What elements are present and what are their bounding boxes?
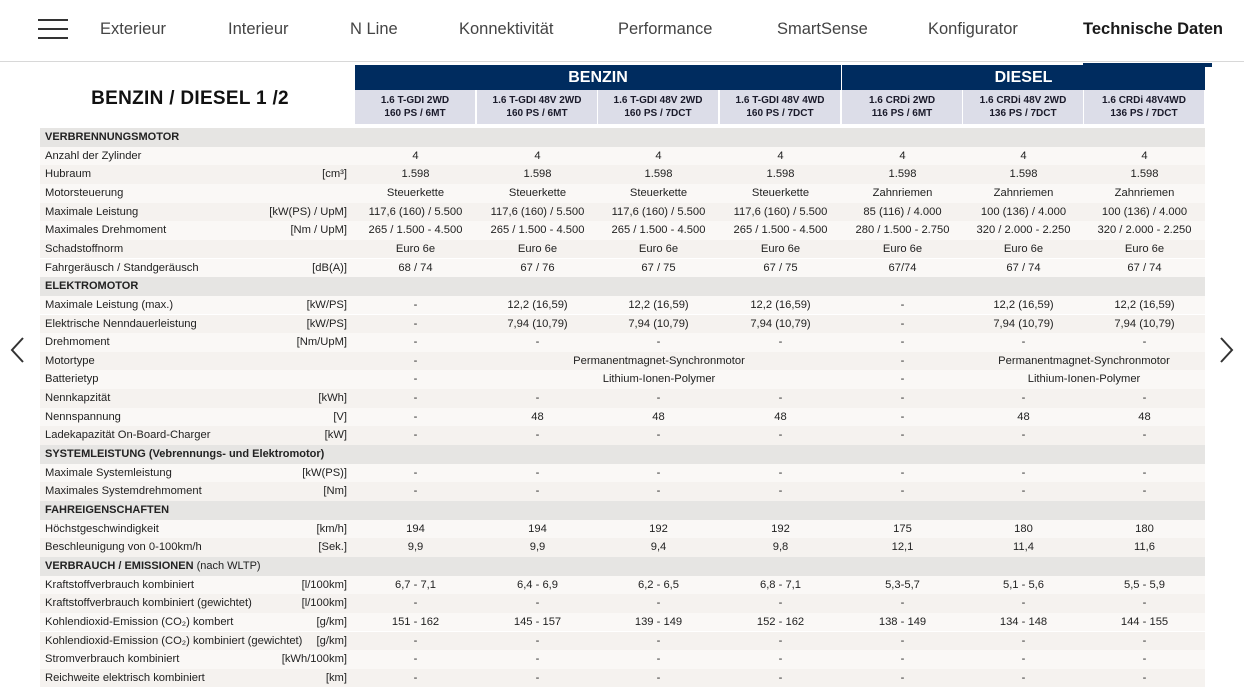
table-cell: 9,9: [407, 541, 424, 554]
table-cell: 1.598: [766, 168, 795, 181]
row-label: Ladekapazität On-Board-Charger: [45, 429, 211, 442]
table-title: BENZIN / DIESEL 1 /2: [91, 88, 289, 109]
table-cell: 7,94 (10,79): [628, 317, 689, 330]
section-title: [45, 501, 169, 520]
table-cell-merged: Lithium-Ionen-Polymer: [1027, 373, 1141, 386]
row-label: Maximale Leistung (max.): [45, 298, 174, 311]
table-cell: 12,2 (16,59): [993, 298, 1054, 311]
table-row: [40, 352, 1205, 371]
row-unit: [cm³]: [322, 168, 347, 181]
table-cell: 48: [652, 410, 665, 423]
section-title-text: ELEKTROMOTOR: [45, 280, 139, 293]
section-header: [40, 557, 1205, 576]
table-cell: Euro 6e: [638, 242, 679, 255]
table-cell: -: [1021, 429, 1026, 442]
row-label: Nennkapzität: [45, 392, 111, 405]
row-unit: [Sek.]: [318, 541, 347, 554]
table-row: [40, 426, 1205, 445]
table-cell: Euro 6e: [517, 242, 558, 255]
table-cell: 265 / 1.500 - 4.500: [368, 224, 463, 237]
table-cell: Euro 6e: [395, 242, 436, 255]
row-unit: [kWh]: [318, 392, 347, 405]
variant-header: [720, 90, 841, 124]
table-cell: -: [1142, 485, 1147, 498]
chevron-left-icon[interactable]: [8, 336, 28, 364]
table-cell-merged: Permanentmagnet-Synchronmotor: [573, 354, 745, 367]
table-cell: -: [1021, 466, 1026, 479]
table-cell: -: [1142, 392, 1147, 405]
table-cell: -: [1021, 336, 1026, 349]
table-cell: Steuerkette: [386, 186, 445, 199]
table-cell: -: [656, 336, 661, 349]
table-row: [40, 632, 1205, 651]
table-row: [40, 296, 1205, 315]
row-label: Batterietyp: [45, 373, 99, 386]
variant-header: [477, 90, 598, 124]
table-cell: 280 / 1.500 - 2.750: [855, 224, 950, 237]
row-unit: [Nm/UpM]: [296, 336, 347, 349]
row-unit: [g/km]: [316, 615, 347, 628]
table-cell: 180: [1014, 522, 1033, 535]
variant-header: [1084, 90, 1205, 124]
table-cell: -: [900, 671, 905, 684]
variant-engine: 1.6 CRDi 48V 2WD: [979, 95, 1067, 106]
table-cell: 117,6 (160) / 5.500: [611, 205, 706, 218]
table-cell: 152 - 162: [756, 615, 805, 628]
table-cell: -: [413, 317, 418, 330]
table-row: [40, 333, 1205, 352]
table-row: [40, 165, 1205, 184]
table-cell: 48: [774, 410, 787, 423]
table-cell: -: [656, 653, 661, 666]
section-header: [40, 501, 1205, 520]
row-label: Maximale Systemleistung: [45, 466, 172, 479]
table-cell: Steuerkette: [629, 186, 688, 199]
table-cell: -: [535, 466, 540, 479]
table-row: [40, 315, 1205, 334]
row-unit: [kWh/100km]: [281, 653, 347, 666]
table-cell: -: [656, 671, 661, 684]
nav-item-exterieur[interactable]: Exterieur: [100, 20, 167, 38]
table-row: [40, 221, 1205, 240]
row-label: Maximales Drehmoment: [45, 224, 167, 237]
table-cell: -: [535, 392, 540, 405]
table-cell: -: [656, 597, 661, 610]
table-cell: 117,6 (160) / 5.500: [733, 205, 828, 218]
table-cell: 4: [777, 149, 784, 162]
table-cell: 139 - 149: [634, 615, 683, 628]
table-cell: Euro 6e: [882, 242, 923, 255]
row-label: Beschleunigung von 0-100km/h: [45, 541, 202, 554]
table-cell: -: [1142, 336, 1147, 349]
table-cell: -: [413, 485, 418, 498]
row-label: Drehmoment: [45, 336, 110, 349]
variant-header: [355, 90, 476, 124]
row-unit: [Nm]: [323, 485, 347, 498]
variant-engine: 1.6 T-GDI 48V 2WD: [613, 95, 703, 106]
row-unit: [l/100km]: [301, 578, 347, 591]
table-cell: 265 / 1.500 - 4.500: [490, 224, 585, 237]
table-cell: 194: [528, 522, 547, 535]
table-cell: 12,2 (16,59): [750, 298, 811, 311]
table-row: [40, 464, 1205, 483]
table-cell: Steuerkette: [751, 186, 810, 199]
table-cell: 9,4: [650, 541, 667, 554]
table-cell: -: [656, 392, 661, 405]
table-cell: 4: [655, 149, 662, 162]
table-cell: -: [1142, 671, 1147, 684]
table-cell: -: [413, 429, 418, 442]
table-cell: 85 (116) / 4.000: [863, 205, 942, 218]
table-cell: 320 / 2.000 - 2.250: [1097, 224, 1192, 237]
nav-item-technische-daten[interactable]: Technische Daten: [1083, 20, 1223, 38]
table-cell: -: [1021, 653, 1026, 666]
section-title: [45, 277, 138, 296]
table-cell: -: [900, 410, 905, 423]
variant-engine: 1.6 T-GDI 48V 4WD: [735, 95, 825, 106]
table-row: [40, 370, 1205, 389]
table-cell: 117,6 (160) / 5.500: [368, 205, 463, 218]
table-cell: 7,94 (10,79): [507, 317, 568, 330]
table-cell: 6,4 - 6,9: [516, 578, 559, 591]
table-cell: 4: [412, 149, 419, 162]
table-cell: 180: [1135, 522, 1154, 535]
table-cell: 4: [534, 149, 541, 162]
table-cell: -: [413, 410, 418, 423]
table-cell: -: [535, 429, 540, 442]
table-cell: -: [413, 392, 418, 405]
table-cell: -: [778, 336, 783, 349]
table-cell: -: [656, 634, 661, 647]
section-note: (nach WLTP): [196, 559, 261, 572]
variant-engine: 1.6 T-GDI 2WD: [380, 95, 450, 106]
table-cell: -: [778, 653, 783, 666]
table-cell: -: [778, 466, 783, 479]
table-cell: -: [656, 429, 661, 442]
table-cell: 1.598: [888, 168, 917, 181]
variant-header: [598, 90, 719, 124]
table-cell: -: [1142, 634, 1147, 647]
table-cell-merged: Lithium-Ionen-Polymer: [602, 373, 716, 386]
table-cell: -: [413, 336, 418, 349]
table-cell: 138 - 149: [878, 615, 927, 628]
variant-engine: 1.6 CRDi 48V4WD: [1102, 95, 1186, 106]
section-title-text: SYSTEMLEISTUNG (Vebrennungs- und Elektromotor): [45, 448, 325, 461]
table-cell: -: [1021, 392, 1026, 405]
table-cell: -: [535, 634, 540, 647]
table-row: [40, 184, 1205, 203]
table-cell: -: [900, 373, 905, 386]
table-cell: 144 - 155: [1120, 615, 1169, 628]
table-cell: -: [900, 429, 905, 442]
table-cell: Euro 6e: [760, 242, 801, 255]
row-label: Schadstoffnorm: [45, 242, 124, 255]
section-title: [45, 445, 324, 464]
table-cell: 5,5 - 5,9: [1123, 578, 1166, 591]
group-header-benzin: BENZIN: [355, 65, 841, 90]
table-cell: 4: [1020, 149, 1027, 162]
variant-power: 160 PS / 6MT: [506, 108, 568, 119]
table-cell: -: [900, 336, 905, 349]
row-unit: [kW/PS]: [306, 317, 347, 330]
table-cell: 6,7 - 7,1: [394, 578, 437, 591]
table-cell: 117,6 (160) / 5.500: [490, 205, 585, 218]
row-label: Stromverbrauch kombiniert: [45, 653, 180, 666]
row-unit: [Nm / UpM]: [290, 224, 347, 237]
row-label: Nennspannung: [45, 410, 121, 423]
section-header: [40, 445, 1205, 464]
table-cell: 1.598: [1130, 168, 1159, 181]
table-row: [40, 669, 1205, 688]
table-cell: 1.598: [644, 168, 673, 181]
variant-engine: 1.6 CRDi 2WD: [868, 95, 936, 106]
table-cell: -: [656, 466, 661, 479]
table-cell: -: [900, 354, 905, 367]
table-cell: 6,8 - 7,1: [759, 578, 802, 591]
table-cell: 100 (136) / 4.000: [1101, 205, 1188, 218]
table-cell: -: [1142, 466, 1147, 479]
table-cell: -: [900, 466, 905, 479]
table-cell: -: [778, 671, 783, 684]
table-cell: -: [535, 597, 540, 610]
table-cell: 7,94 (10,79): [993, 317, 1054, 330]
row-unit: [kW(PS) / UpM]: [269, 205, 347, 218]
row-unit: [V]: [333, 410, 347, 423]
variant-power: 116 PS / 6MT: [871, 108, 933, 119]
table-row: [40, 203, 1205, 222]
table-cell: 12,2 (16,59): [507, 298, 568, 311]
row-unit: [kW/PS]: [306, 298, 347, 311]
row-unit: [l/100km]: [301, 597, 347, 610]
table-cell: 145 - 157: [513, 615, 562, 628]
table-cell: -: [778, 485, 783, 498]
table-cell: 5,1 - 5,6: [1002, 578, 1045, 591]
table-cell: 67 / 75: [641, 261, 676, 274]
table-row: [40, 538, 1205, 557]
table-cell: -: [535, 485, 540, 498]
table-cell: 7,94 (10,79): [1114, 317, 1175, 330]
section-header: [40, 128, 1205, 147]
row-unit: [dB(A)]: [312, 261, 347, 274]
row-label: Anzahl der Zylinder: [45, 149, 142, 162]
table-cell: Steuerkette: [508, 186, 567, 199]
table-cell: Zahnriemen: [1114, 186, 1175, 199]
table-cell: -: [778, 597, 783, 610]
table-cell: 12,1: [891, 541, 914, 554]
table-cell: -: [778, 429, 783, 442]
table-cell: -: [1142, 429, 1147, 442]
table-cell: 4: [899, 149, 906, 162]
section-title-text: VERBRENNUNGSMOTOR: [45, 131, 180, 143]
table-cell: 7,94 (10,79): [750, 317, 811, 330]
table-cell: -: [413, 671, 418, 684]
table-cell: Euro 6e: [1124, 242, 1165, 255]
table-cell: 9,8: [772, 541, 789, 554]
variant-power: 136 PS / 7DCT: [1110, 108, 1178, 119]
table-cell: 48: [531, 410, 544, 423]
table-cell-merged: Permanentmagnet-Synchronmotor: [998, 354, 1170, 367]
table-cell: -: [1021, 634, 1026, 647]
table-cell: 175: [893, 522, 912, 535]
table-row: [40, 520, 1205, 539]
table-cell: -: [900, 392, 905, 405]
table-row: [40, 408, 1205, 427]
variant-power: 136 PS / 7DCT: [989, 108, 1057, 119]
table-cell: -: [413, 634, 418, 647]
top-navigation: [0, 0, 1244, 62]
table-cell: -: [413, 653, 418, 666]
table-cell: Zahnriemen: [993, 186, 1054, 199]
nav-item-n-line[interactable]: N Line: [350, 20, 398, 38]
row-label: Elektrische Nenndauerleistung: [45, 317, 197, 330]
nav-item-konnektivitaet[interactable]: Konnektivität: [459, 20, 554, 38]
variant-header: [963, 90, 1084, 124]
table-cell: -: [413, 597, 418, 610]
section-title: [45, 128, 179, 147]
table-row: [40, 389, 1205, 408]
table-cell: 6,2 - 6,5: [637, 578, 680, 591]
variant-header: [842, 90, 963, 124]
table-cell: 67 / 76: [520, 261, 555, 274]
table-cell: 134 - 148: [999, 615, 1048, 628]
table-cell: 48: [1017, 410, 1030, 423]
row-label: Reichweite elektrisch kombiniert: [45, 671, 205, 684]
table-cell: 12,2 (16,59): [1114, 298, 1175, 311]
row-label: Hubraum: [45, 168, 92, 181]
row-unit: [km]: [325, 671, 347, 684]
table-cell: -: [1142, 597, 1147, 610]
nav-item-performance[interactable]: Performance: [618, 20, 713, 38]
table-cell: 48: [1138, 410, 1151, 423]
row-label: Höchstgeschwindigkeit: [45, 522, 159, 535]
row-label: Kohlendioxid-Emission (CO₂) kombiniert (gewichtet): [45, 634, 303, 647]
table-cell: -: [1021, 671, 1026, 684]
table-cell: -: [900, 653, 905, 666]
row-label: Maximales Systemdrehmoment: [45, 485, 202, 498]
hamburger-menu-icon[interactable]: [38, 19, 68, 41]
section-title: [45, 557, 261, 576]
table-row: [40, 594, 1205, 613]
row-label: Kraftstoffverbrauch kombiniert: [45, 578, 195, 591]
table-row: [40, 147, 1205, 166]
table-cell: 11,4: [1013, 541, 1034, 554]
row-label: Motorsteuerung: [45, 186, 124, 199]
table-cell: Zahnriemen: [872, 186, 933, 199]
table-cell: 67 / 74: [1127, 261, 1162, 274]
table-cell: 1.598: [401, 168, 430, 181]
table-row: [40, 650, 1205, 669]
row-label: Kohlendioxid-Emission (CO₂) kombert: [45, 615, 234, 628]
row-unit: [kW]: [324, 429, 347, 442]
section-title-text: VERBRAUCH / EMISSIONEN: [45, 559, 194, 572]
table-row: [40, 576, 1205, 595]
table-cell: 9,9: [529, 541, 546, 554]
group-header-diesel: DIESEL: [842, 65, 1205, 90]
table-cell: 67 / 75: [763, 261, 798, 274]
table-cell: -: [778, 634, 783, 647]
section-header: [40, 277, 1205, 296]
table-cell: -: [413, 373, 418, 386]
chevron-right-icon[interactable]: [1216, 336, 1236, 364]
table-row: [40, 482, 1205, 501]
table-cell: -: [413, 354, 418, 367]
table-cell: -: [900, 298, 905, 311]
table-row: [40, 259, 1205, 278]
table-cell: -: [900, 597, 905, 610]
variant-power: 160 PS / 7DCT: [746, 108, 814, 119]
table-cell: -: [900, 485, 905, 498]
table-cell: -: [535, 336, 540, 349]
row-unit: [g/km]: [316, 634, 347, 647]
table-cell: -: [778, 392, 783, 405]
table-cell: 194: [406, 522, 425, 535]
row-label: Fahrgeräusch / Standgeräusch: [45, 261, 199, 274]
row-unit: [kW(PS)]: [302, 466, 347, 479]
table-cell: -: [900, 317, 905, 330]
table-cell: Euro 6e: [1003, 242, 1044, 255]
table-row: [40, 240, 1205, 259]
table-cell: -: [535, 653, 540, 666]
table-cell: 68 / 74: [398, 261, 433, 274]
variant-power: 160 PS / 6MT: [384, 108, 446, 119]
variant-engine: 1.6 T-GDI 48V 2WD: [492, 95, 582, 106]
table-cell: 320 / 2.000 - 2.250: [976, 224, 1071, 237]
nav-item-smartsense[interactable]: SmartSense: [777, 20, 868, 38]
row-unit: [km/h]: [316, 522, 347, 535]
table-cell: 5,3-5,7: [885, 578, 920, 591]
table-cell: 1.598: [523, 168, 552, 181]
table-cell: 265 / 1.500 - 4.500: [611, 224, 706, 237]
table-cell: 100 (136) / 4.000: [980, 205, 1067, 218]
table-cell: 12,2 (16,59): [628, 298, 689, 311]
table-cell: 192: [649, 522, 668, 535]
table-cell: -: [656, 485, 661, 498]
section-title-text: FAHREIGENSCHAFTEN: [45, 504, 170, 516]
table-row: [40, 613, 1205, 632]
row-label: Kraftstoffverbrauch kombiniert (gewichtet): [45, 597, 252, 610]
table-cell: 151 - 162: [391, 615, 440, 628]
table-cell: -: [413, 466, 418, 479]
table-cell: 1.598: [1009, 168, 1038, 181]
table-cell: 192: [771, 522, 790, 535]
table-cell: 4: [1141, 149, 1148, 162]
table-cell: 11,6: [1134, 541, 1155, 554]
row-label: Motortype: [45, 354, 95, 367]
table-cell: -: [1021, 597, 1026, 610]
row-label: Maximale Leistung: [45, 205, 139, 218]
table-cell: 67 / 74: [1006, 261, 1041, 274]
variant-power: 160 PS / 7DCT: [624, 108, 692, 119]
table-cell: -: [900, 634, 905, 647]
table-cell: -: [413, 298, 418, 311]
table-cell: 67/74: [888, 261, 917, 274]
table-cell: -: [535, 671, 540, 684]
nav-item-konfigurator[interactable]: Konfigurator: [928, 20, 1018, 38]
table-cell: 265 / 1.500 - 4.500: [733, 224, 828, 237]
nav-item-interieur[interactable]: Interieur: [228, 20, 289, 38]
table-cell: -: [1021, 485, 1026, 498]
table-cell: -: [1142, 653, 1147, 666]
